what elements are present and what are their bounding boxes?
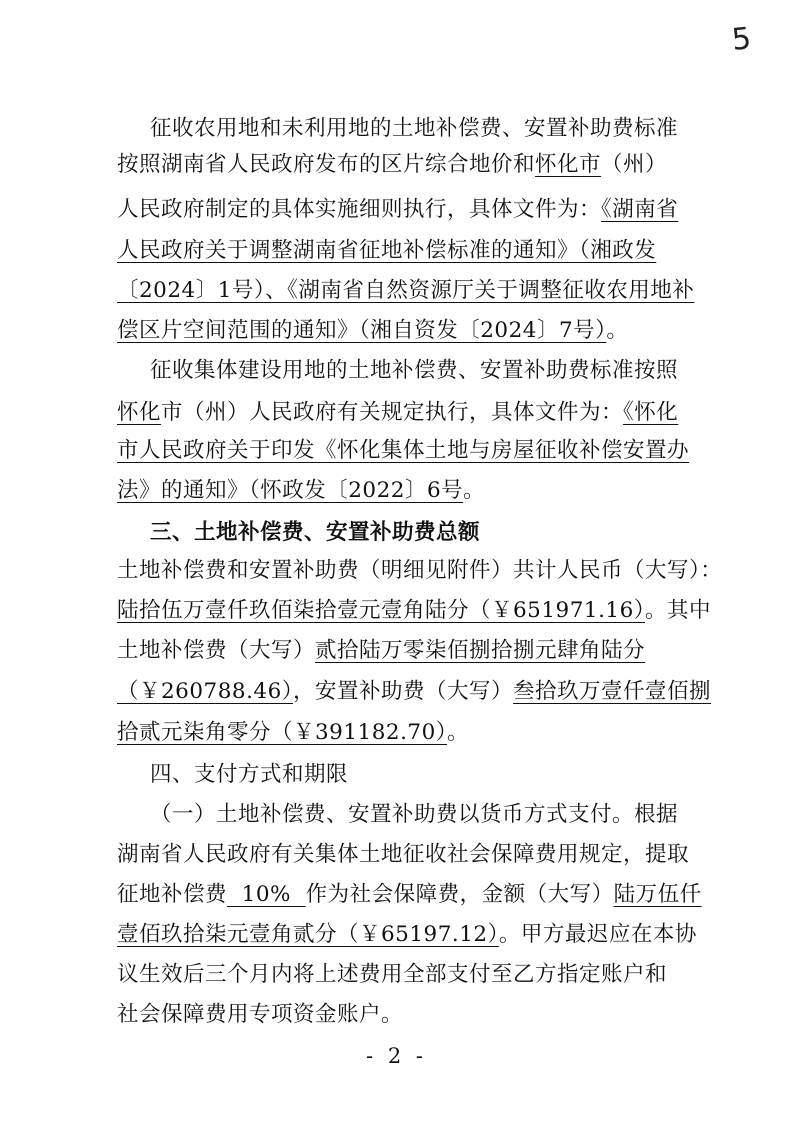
s4-line-4b: 。甲方最迟应在本协: [498, 922, 697, 947]
p1-line-4: 人民政府关于调整湖南省征地补偿标准的通知》（湘政发: [117, 238, 657, 263]
p2-line-3: 市人民政府关于印发《怀化集体土地与房屋征收补偿安置办: [117, 438, 690, 463]
resettlement-subsidy-words: 叁拾玖万壹仟壹佰捌: [513, 679, 712, 704]
p1-line-3: [117, 195, 678, 225]
s3-line-4b: ，安置补助费（大写）: [293, 679, 514, 704]
section-4-heading: 四、支付方式和期限: [150, 762, 349, 787]
p2-line-2a: 怀化: [117, 400, 162, 425]
s4-line-2: 湖南省人民政府有关集体土地征收社会保障费用规定，提取: [117, 842, 690, 867]
p1-line-3b: 《湖南省: [601, 197, 679, 222]
p1-line-6a: 偿区片空间范围的通知》（湘自资发〔2024〕7号）: [117, 318, 607, 343]
social-security-amount: 壹佰玖拾柒元壹角贰分（￥65197.12）: [117, 922, 499, 947]
p1-line-1: 征收农用地和未利用地的土地补偿费、安置补助费标准: [150, 116, 679, 141]
p2-line-2b: 市（州）人民政府有关规定执行，具体文件为：: [161, 400, 624, 425]
s4-line-3d: 陆万伍仟: [613, 882, 702, 907]
social-security-rate: 10%: [227, 882, 306, 907]
s4-line-3: [117, 880, 702, 910]
p2-line-4: [117, 476, 485, 506]
s3-line-2b: 。其中: [645, 598, 712, 623]
s4-line-6: 社会保障费用专项资金账户。: [117, 1002, 404, 1027]
s3-line-1: 土地补偿费和安置补助费（明细见附件）共计人民币（大写）：: [117, 558, 723, 583]
s4-line-3c: 作为社会保障费，金额（大写）: [305, 882, 614, 907]
p1-line-2: [117, 150, 667, 180]
total-amount: 陆拾伍万壹仟玖佰柒拾壹元壹角陆分（￥651971.16）: [117, 598, 646, 623]
p1-line-2a: 按照湖南省人民政府发布的区片综合地价和: [117, 152, 536, 177]
p2-line-1: 征收集体建设用地的土地补偿费、安置补助费标准按照: [150, 358, 679, 383]
s3-line-2: [117, 596, 711, 626]
city-name-underlined: 怀化市: [535, 152, 602, 177]
s4-line-3a: 征地补偿费: [117, 882, 228, 907]
s4-line-1: （一）土地补偿费、安置补助费以货币方式支付。根据: [150, 802, 679, 827]
s3-line-3: [117, 636, 645, 666]
s3-line-3a: 土地补偿费（大写）: [117, 638, 316, 663]
p2-line-2: [117, 398, 678, 428]
section-3-heading: 三、土地补偿费、安置补助费总额: [150, 520, 481, 545]
p1-line-5: 〔2024〕1号）、《湖南省自然资源厅关于调整征收农用地补: [117, 278, 695, 303]
handwritten-page-mark: 5: [730, 21, 753, 58]
s4-line-5: 议生效后三个月内将上述费用全部支付至乙方指定账户和: [117, 962, 668, 987]
s3-line-4: [117, 677, 711, 707]
s4-line-4: [117, 920, 697, 950]
s3-line-5b: 。: [447, 720, 470, 745]
p2-line-4b: 。: [463, 478, 486, 503]
p1-line-3a: 人民政府制定的具体实施细则执行，具体文件为：: [117, 197, 602, 222]
p2-line-2c: 《怀化: [623, 400, 679, 425]
land-compensation-number: （￥260788.46）: [117, 679, 294, 704]
resettlement-subsidy-amount: 拾贰元柒角零分（￥391182.70）: [117, 720, 448, 745]
page-number: - 2 -: [366, 1044, 427, 1068]
land-compensation-words: 贰拾陆万零柒佰捌拾捌元肆角陆分: [315, 638, 646, 663]
p2-line-4a: 法》的通知》（怀政发〔2022〕6号: [117, 478, 464, 503]
p1-line-6: [117, 316, 628, 346]
p1-line-2c: （州）: [601, 152, 668, 177]
p1-line-6b: 。: [606, 318, 629, 343]
s3-line-5: [117, 718, 469, 748]
